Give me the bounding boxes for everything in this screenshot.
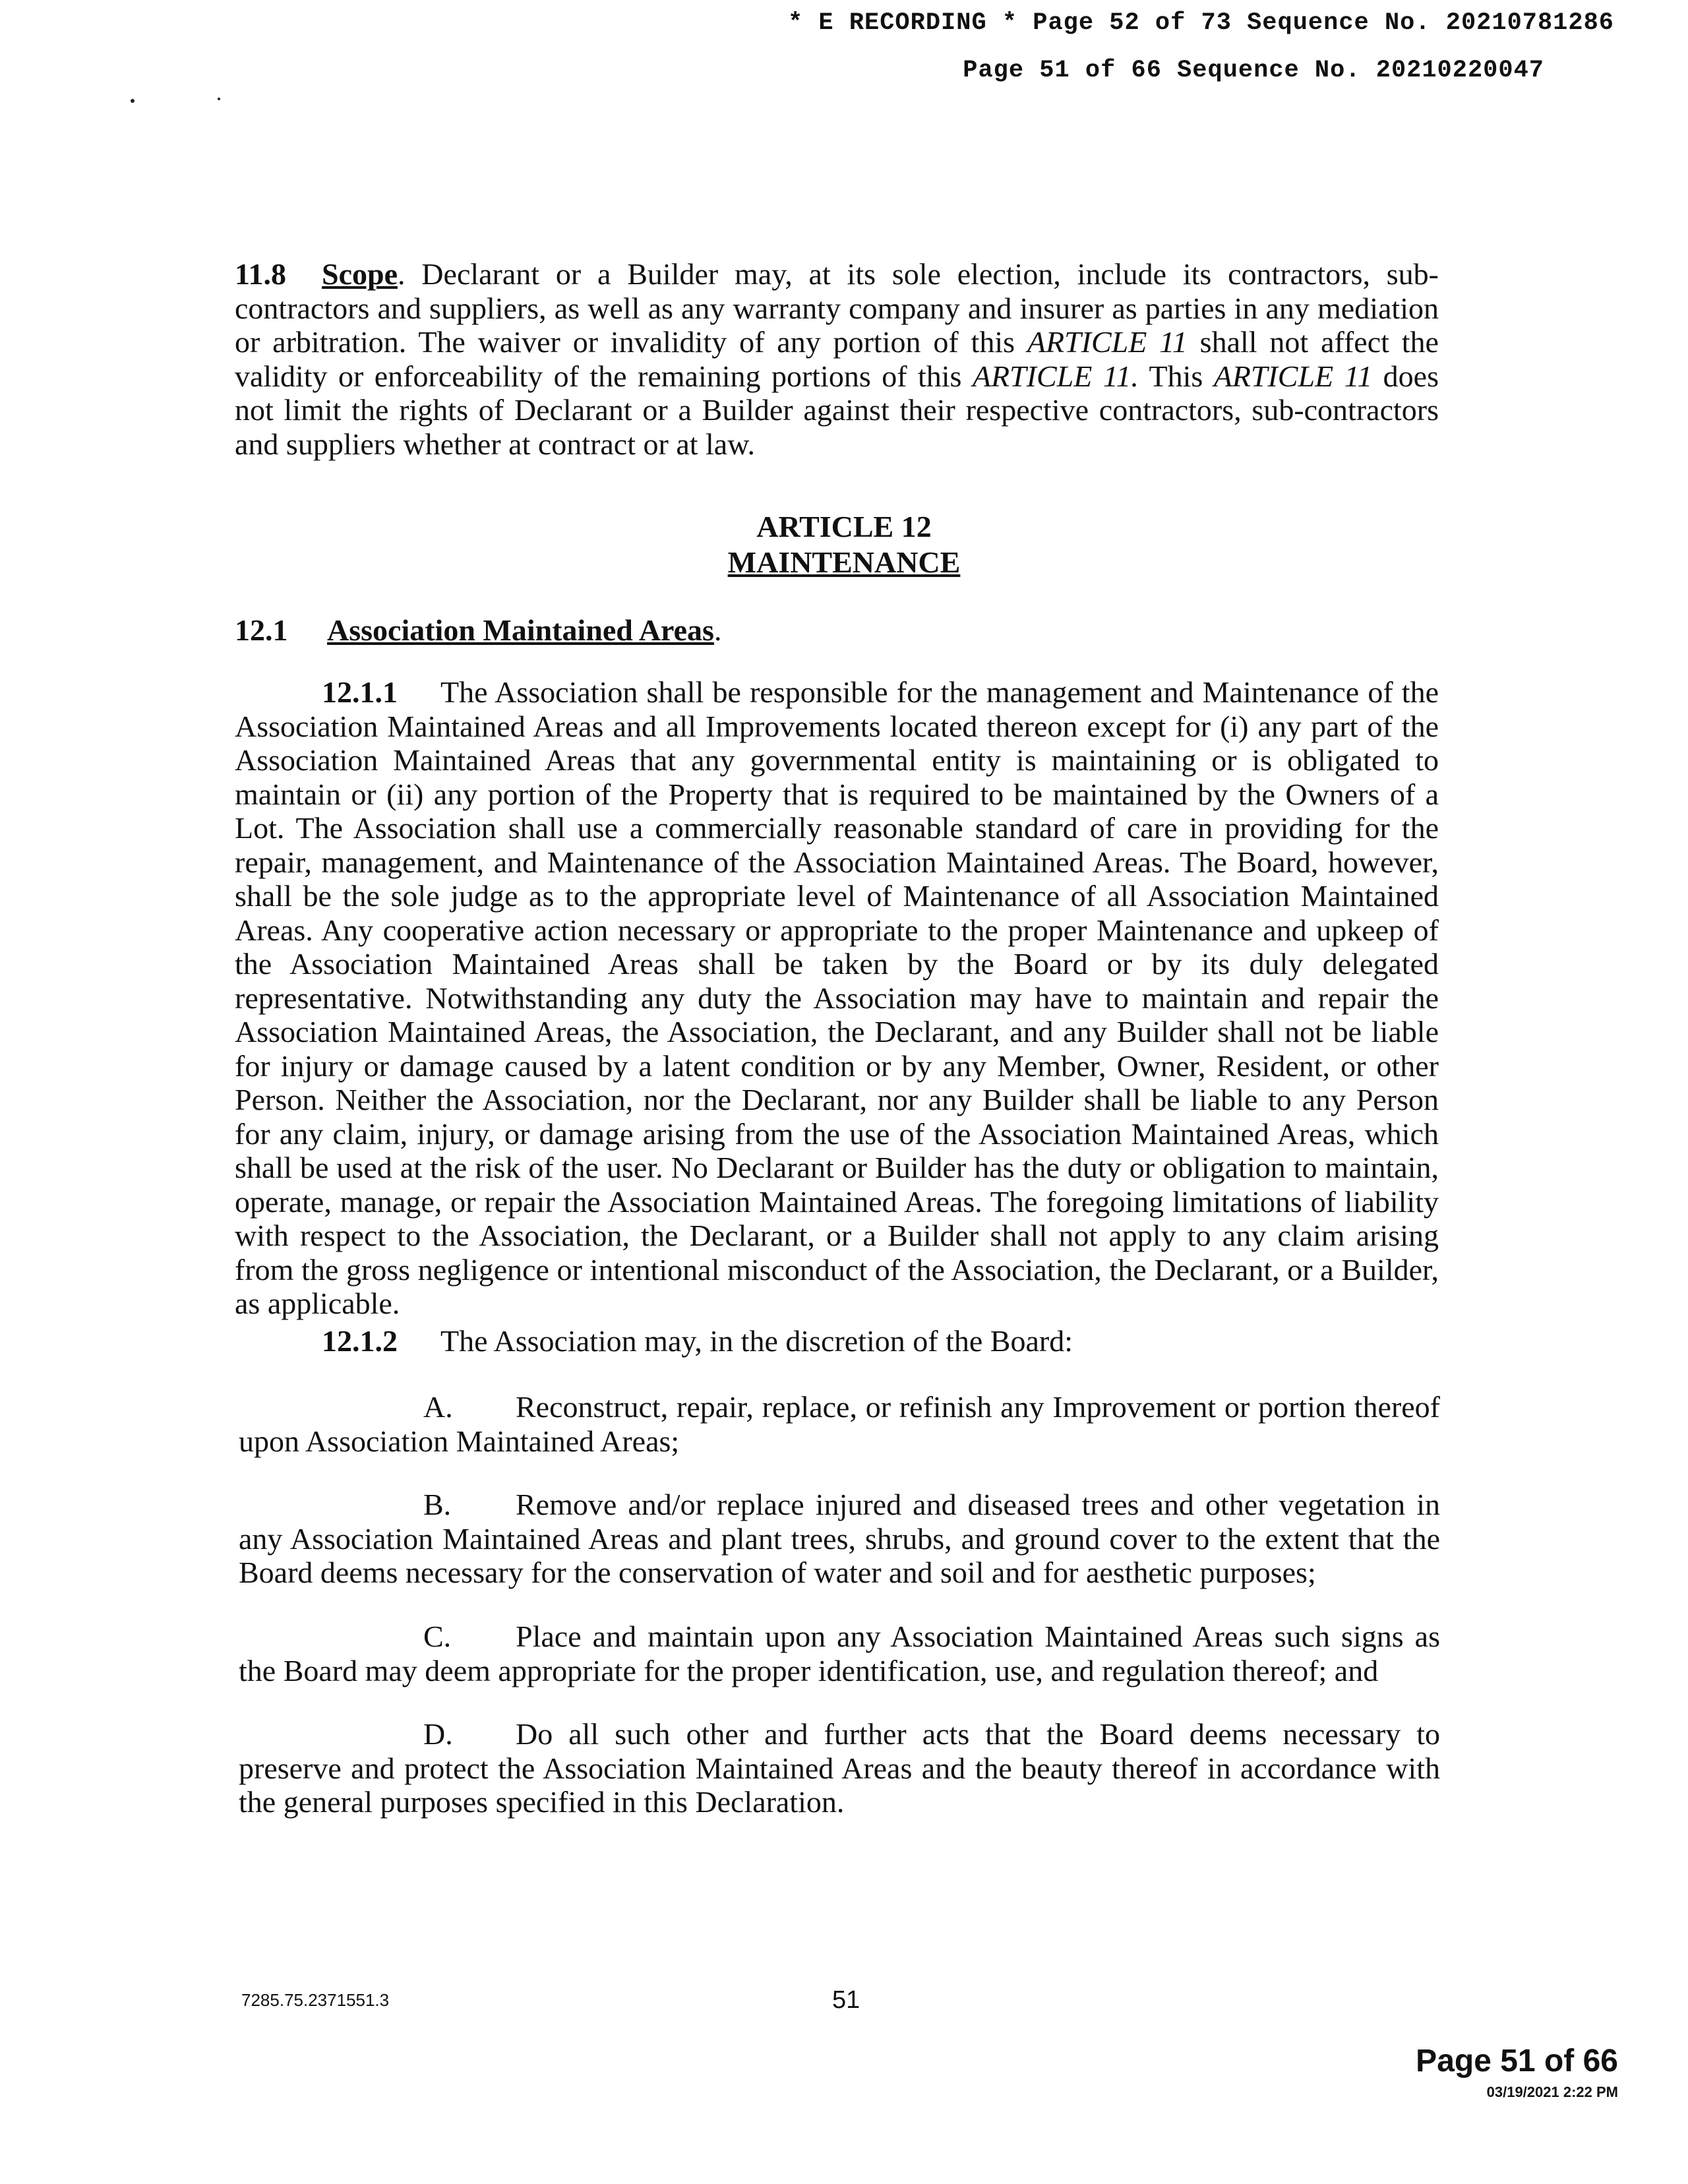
item-text: Place and maintain upon any Association Maintained Areas such signs as the Board may deem appropriate for the proper identification, use, and regulation thereof; and <box>239 1620 1440 1687</box>
section-11-8 <box>235 257 1439 461</box>
page-number: 51 <box>832 1986 860 2014</box>
article-title-wrap <box>0 545 1688 580</box>
list-item <box>239 1488 1440 1590</box>
section-number: 12.1.1 <box>322 675 398 709</box>
section-12-1-2 <box>235 1324 1439 1358</box>
section-text: . Declarant or a Builder may, at its sole election, include its contractors, sub-contractors and suppliers, as well as any warranty company and insurer as parties in any mediation or arbitration. The waiver or invalidity of any portion of this <box>235 257 1439 359</box>
list-item <box>239 1717 1440 1819</box>
item-letter: A. <box>423 1390 453 1424</box>
section-number: 12.1.2 <box>322 1324 398 1358</box>
item-text: Remove and/or replace injured and diseased trees and other vegetation in any Association Maintained Areas and plant trees, shrubs, and ground cover to the extent that the Board deems necessary for the conservation of water and soil and for aesthetic purposes; <box>239 1488 1440 1589</box>
sequence-stamp: Page 51 of 66 Sequence No. 20210220047 <box>963 57 1544 84</box>
section-number: 11.8 <box>235 257 286 291</box>
list-item <box>239 1390 1440 1458</box>
section-text: This <box>1138 359 1214 393</box>
section-suffix: . <box>713 613 722 647</box>
list-item <box>239 1620 1440 1687</box>
section-text: shall not affect the validity or enforceability of the remaining portions of this <box>235 325 1439 393</box>
section-12-1-1 <box>235 675 1439 1321</box>
recording-stamp: * E RECORDING * Page 52 of 73 Sequence No. 20210781286 <box>788 9 1614 37</box>
section-12-1-heading <box>235 613 1439 648</box>
article-title: MAINTENANCE <box>727 545 961 579</box>
article-reference: ARTICLE 11 <box>1213 359 1373 393</box>
section-title: Association Maintained Areas <box>327 613 714 647</box>
section-text: does not limit the rights of Declarant or a Builder against their respective contractors, sub-contractors and suppliers whether at contract or at law. <box>235 359 1439 461</box>
item-text: Do all such other and further acts that the Board deems necessary to preserve and protect the Association Maintained Areas and the beauty thereof in accordance with the general purposes specified in this Declaration. <box>239 1717 1440 1819</box>
section-number: 12.1 <box>235 613 288 647</box>
article-reference: ARTICLE 11 <box>1027 325 1188 359</box>
section-text: The Association shall be responsible for the management and Maintenance of the Association Maintained Areas and all Improvements located thereon except for (i) any part of the Association Maintained Areas that any governmental entity is maintaining or is obligated to maintain or (ii) any portion of the Property that is required to be maintained by the Owners of a Lot. The Association shall use a commercially reasonable standard of care in providing for the repair, management, and Maintenance of the Association Maintained Areas. The Board, however, shall be the sole judge as to the appropriate level of Maintenance of all Association Maintained Areas. Any cooperative action necessary or appropriate to the proper Maintenance and upkeep of the Association Maintained Areas shall be taken by the Board or by its duly delegated representative. Notwithstanding any duty the Association may have to maintain and repair the Association Maintained Areas, the Association, the Declarant, and any Builder shall not be liable for injury or damage caused by a latent condition or by any Member, Owner, Resident, or other Person. Neither the Association, nor the Declarant, nor any Builder shall be liable to any Person for any claim, injury, or damage arising from the use of the Association Maintained Areas, which shall be used at the risk of the user. No Declarant or Builder has the duty or obligation to maintain, operate, manage, or repair the Association Maintained Areas. The foregoing limitations of liability with respect to the Association, the Declarant, or a Builder shall not apply to any claim arising from the gross negligence or intentional misconduct of the Association, the Declarant, or a Builder, as applicable. <box>235 675 1439 1320</box>
section-title: Scope <box>322 257 398 291</box>
scan-speck <box>218 98 220 100</box>
article-reference: ARTICLE 11. <box>972 359 1139 393</box>
scan-speck <box>131 99 135 103</box>
article-heading: ARTICLE 12 <box>756 510 932 543</box>
recording-datetime: 03/19/2021 2:22 PM <box>1486 2084 1618 2100</box>
item-letter: C. <box>423 1620 452 1653</box>
page-count-stamp: Page 51 of 66 <box>1416 2044 1618 2078</box>
section-text: The Association may, in the discretion of the Board: <box>440 1324 1073 1358</box>
item-letter: D. <box>423 1717 453 1751</box>
document-id: 7285.75.2371551.3 <box>241 1990 390 2010</box>
item-letter: B. <box>423 1488 452 1521</box>
item-text: Reconstruct, repair, replace, or refinish any Improvement or portion thereof upon Association Maintained Areas; <box>239 1390 1440 1458</box>
